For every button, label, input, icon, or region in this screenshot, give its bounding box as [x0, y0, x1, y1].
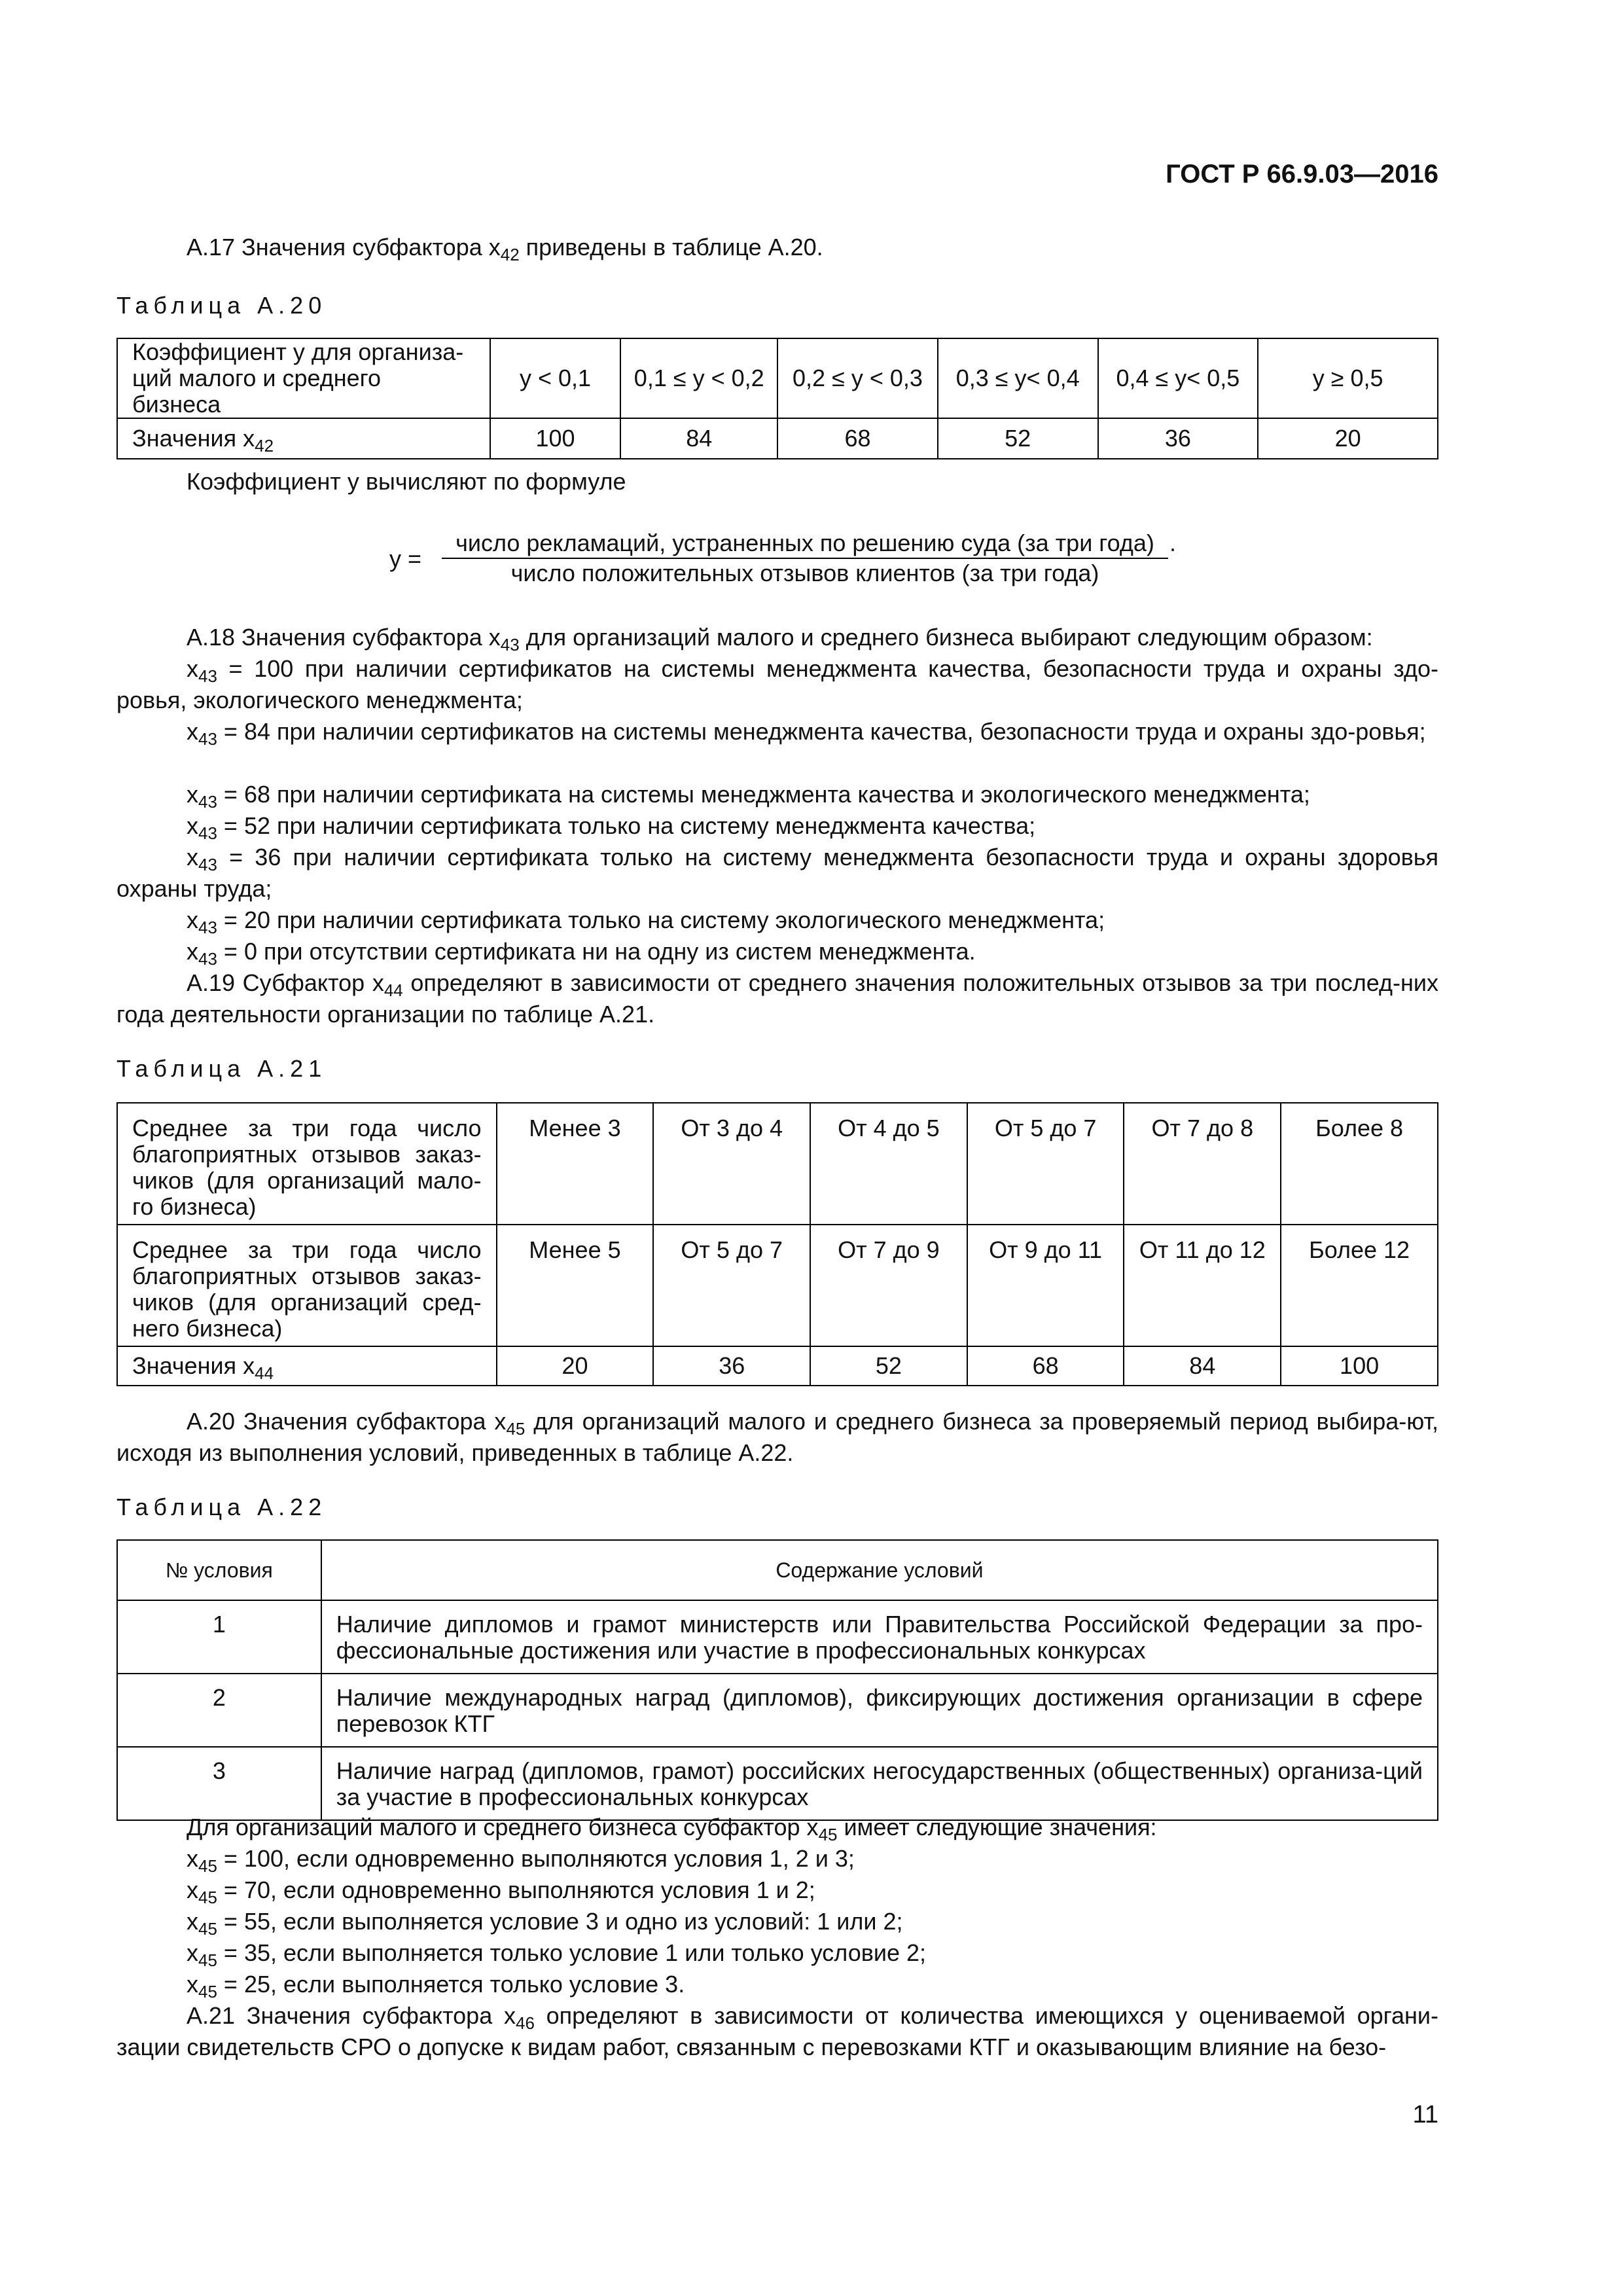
table-cell: Менее 5	[497, 1225, 654, 1346]
table-row	[117, 1346, 1438, 1386]
table-cell: 68	[777, 418, 938, 459]
table-a20-caption: Таблица А.20	[116, 292, 327, 319]
table-cell: y ≥ 0,5	[1258, 338, 1438, 418]
condition-text: Наличие международных наград (дипломов), фиксирующих достижения организации в сфере перевозок КТГ	[321, 1674, 1438, 1747]
table-cell: От 11 до 12	[1124, 1225, 1281, 1346]
paragraph-a18: А.18 Значения субфактора $x_{43}$ для организаций малого и среднего бизнеса выбирают следующим образом:	[187, 624, 1373, 655]
table-row	[117, 1600, 1438, 1674]
table-cell: 20	[497, 1346, 654, 1386]
list-item: $x_{45} = 100$, если одновременно выполняются условия 1, 2 и 3;	[187, 1845, 855, 1876]
table-cell: 68	[967, 1346, 1124, 1386]
table-cell: Более 12	[1281, 1225, 1438, 1346]
table-a21-row-head: Среднее за три года число благоприятных отзывов заказ-чиков (для организаций мало-го бизнеса)	[117, 1103, 497, 1225]
table-row	[117, 1225, 1438, 1346]
formula	[389, 529, 1240, 601]
paragraph-a21: А.21 Значения субфактора $x_{46}$ определяют в зависимости от количества имеющихся у оцениваемой органи-зации свидетельств СРО о допуске к видам работ, связанным с перевозками КТГ и оказывающим влияние на безо-	[116, 2002, 1438, 2060]
list-item: $x_{43} = 100$ при наличии сертификатов на системы менеджмента качества, безопасности труда и охраны здо-ровья, экологического менеджмента;	[116, 655, 1438, 713]
table-a21-caption: Таблица А.21	[116, 1055, 327, 1082]
table-row	[117, 1674, 1438, 1747]
document-header-id: ГОСТ Р 66.9.03—2016	[1166, 160, 1438, 188]
table-cell: 100	[1281, 1346, 1438, 1386]
table-a22-caption: Таблица А.22	[116, 1494, 327, 1520]
table-a22	[116, 1539, 1438, 1821]
table-cell: 52	[810, 1346, 967, 1386]
table-cell: От 7 до 9	[810, 1225, 967, 1346]
table-a21-row-head: Значения $x_{44}$	[117, 1346, 497, 1386]
list-item: $x_{45} = 55$, если выполняется условие 3 и одно из условий: 1 или 2;	[187, 1908, 903, 1939]
table-cell: 36	[653, 1346, 810, 1386]
table-row	[117, 1103, 1438, 1225]
list-item: $x_{45} = 70$, если одновременно выполняются условия 1 и 2;	[187, 1876, 815, 1907]
table-cell: 0,2 ≤ y < 0,3	[777, 338, 938, 418]
table-cell: От 9 до 11	[967, 1225, 1124, 1346]
table-cell: 100	[490, 418, 621, 459]
table-cell: От 3 до 4	[653, 1103, 810, 1225]
table-cell: y < 0,1	[490, 338, 621, 418]
condition-number: 2	[117, 1674, 321, 1747]
list-item: $x_{43} = 68$ при наличии сертификата на системы менеджмента качества и экологического менеджмента;	[187, 781, 1310, 812]
list-item: $x_{43} = 20$ при наличии сертификата только на систему экологического менеджмента;	[187, 906, 1105, 937]
table-cell: Менее 3	[497, 1103, 654, 1225]
table-cell: Более 8	[1281, 1103, 1438, 1225]
table-a21-row-head: Среднее за три года число благоприятных отзывов заказ-чиков (для организаций сред-него бизнеса)	[117, 1225, 497, 1346]
list-item: $x_{43} = 36$ при наличии сертификата только на систему менеджмента безопасности труда и охраны здоровья охраны труда;	[116, 844, 1438, 902]
list-item: $x_{45} = 35$, если выполняется только условие 1 или только условие 2;	[187, 1939, 926, 1970]
table-cell: 0,1 ≤ y < 0,2	[620, 338, 777, 418]
table-cell: От 7 до 8	[1124, 1103, 1281, 1225]
formula-period: .	[1169, 529, 1177, 556]
column-header-content: Содержание условий	[321, 1540, 1438, 1600]
page-number: 11	[1412, 2101, 1438, 2128]
table-cell: От 5 до 7	[967, 1103, 1124, 1225]
table-row	[117, 418, 1438, 459]
table-row	[117, 1747, 1438, 1820]
table-cell: 36	[1098, 418, 1258, 459]
table-header-row	[117, 1540, 1438, 1600]
condition-number: 1	[117, 1600, 321, 1674]
table-cell: От 5 до 7	[653, 1225, 810, 1346]
formula-intro: Коэффициент y вычисляют по формуле	[187, 468, 626, 495]
table-cell: 84	[1124, 1346, 1281, 1386]
table-a21	[116, 1102, 1438, 1386]
paragraph-x45-intro: Для организаций малого и среднего бизнеса субфактор $x_{45}$ имеет следующие значения:	[187, 1814, 1157, 1844]
table-cell: 84	[620, 418, 777, 459]
formula-denominator: число положительных отзывов клиентов (за три года)	[510, 560, 1099, 586]
condition-number: 3	[117, 1747, 321, 1820]
table-cell: 0,3 ≤ y< 0,4	[938, 338, 1098, 418]
formula-numerator: число рекламаций, устраненных по решению суда (за три года)	[442, 529, 1168, 559]
table-a20-row-head: Значения $x_{42}$	[117, 418, 490, 459]
list-item: $x_{43} = 84$ при наличии сертификатов на системы менеджмента качества, безопасности труда и охраны здо-ровья;	[187, 718, 1426, 749]
table-row	[117, 338, 1438, 418]
table-cell: 52	[938, 418, 1098, 459]
formula-lhs: y =	[389, 545, 422, 572]
table-a20	[116, 338, 1438, 459]
column-header-number: № условия	[117, 1540, 321, 1600]
table-a20-row-head: Коэффициент y для организа-ций малого и среднего бизнеса	[117, 338, 490, 418]
paragraph-a20: А.20 Значения субфактора $x_{45}$ для организаций малого и среднего бизнеса за проверяемый период выбира-ют, исходя из выполнения условий, приведенных в таблице А.22.	[116, 1408, 1438, 1466]
paragraph-a19: А.19 Субфактор $x_{44}$ определяют в зависимости от среднего значения положительных отзывов за три послед-них года деятельности организации по таблице А.21.	[116, 969, 1438, 1028]
table-cell: 20	[1258, 418, 1438, 459]
list-item: $x_{43} = 52$ при наличии сертификата только на систему менеджмента качества;	[187, 812, 1036, 843]
table-cell: От 4 до 5	[810, 1103, 967, 1225]
condition-text: Наличие наград (дипломов, грамот) российских негосударственных (общественных) организа-ций за участие в профессиональных конкурсах	[321, 1747, 1438, 1820]
list-item: $x_{45} = 25$, если выполняется только условие 3.	[187, 1971, 685, 2001]
paragraph-a17: А.17 Значения субфактора $x_{42}$ приведены в таблице А.20.	[187, 234, 823, 264]
table-cell: 0,4 ≤ y< 0,5	[1098, 338, 1258, 418]
condition-text: Наличие дипломов и грамот министерств или Правительства Российской Федерации за про-фессиональные достижения или участие в профессиональных конкурсах	[321, 1600, 1438, 1674]
list-item: $x_{43} = 0$ при отсутствии сертификата ни на одну из систем менеджмента.	[187, 938, 976, 969]
